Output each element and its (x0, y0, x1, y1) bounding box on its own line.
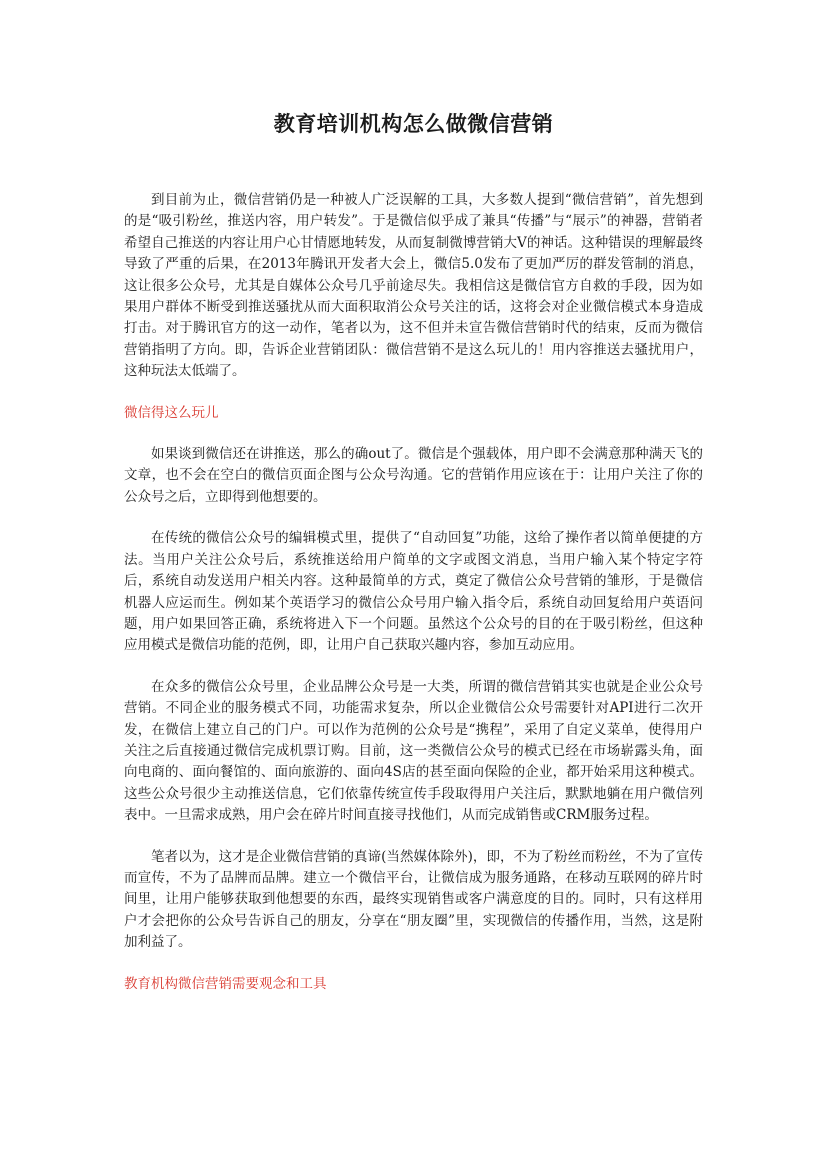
paragraph-essence: 笔者以为，这才是企业微信营销的真谛(当然媒体除外)，即，不为了粉丝而粉丝，不为了宣传而宣传，不为了品牌而品牌。建立一个微信平台，让微信成为服务通路，在移动互联网的碎片时间里，让用户能够获取到他想要的东西，最终实现销售或客户满意度的目的。同时，只有这样用户才会把你的公众号告诉自己的朋友，分享在“朋友圈”里，实现微信的传播作用，当然，这是附加利益了。 (124, 848, 703, 951)
section-heading-wechat-play: 微信得这么玩儿 (124, 404, 219, 421)
document-title: 教育培训机构怎么做微信营销 (273, 111, 554, 136)
section-heading-education: 教育机构微信营销需要观念和工具 (124, 975, 327, 992)
intro-paragraph: 到目前为止，微信营销仍是一种被人广泛误解的工具，大多数人提到“微信营销”，首先想到的是“吸引粉丝，推送内容，用户转发”。于是微信似乎成了兼具“传播”与“展示”的神器，营销者希望自己推送的内容让用户心甘情愿地转发，从而复制微博营销大V的神话。这种错误的理解最终导致了严重的后果，在2013年腾讯开发者大会上，微信5.0发布了更加严厉的群发管制的消息，这让很多公众号，尤其是自媒体公众号几乎前途尽失。我相信这是微信官方自救的手段，因为如果用户群体不断受到推送骚扰从而大面积取消公众号关注的话，这将会对企业微信模式本身造成打击。对于腾讯官方的这一动作，笔者以为，这不但并未宣告微信营销时代的结束，反而为微信营销指明了方向。即，告诉企业营销团队：微信营销不是这么玩儿的！用内容推送去骚扰用户，这种玩法太低端了。 (124, 192, 703, 380)
paragraph-push: 如果谈到微信还在讲推送，那么的确out了。微信是个强载体，用户即不会满意那种满天飞的文章，也不会在空白的微信页面企图与公众号沟通。它的营销作用应该在于：让用户关注了你的公众号之后，立即得到他想要的。 (124, 446, 703, 505)
paragraph-enterprise-accounts: 在众多的微信公众号里，企业品牌公众号是一大类，所谓的微信营销其实也就是企业公众号营销。不同企业的服务模式不同，功能需求复杂，所以企业微信公众号需要针对API进行二次开发，在微信上建立自己的门户。可以作为范例的公众号是“携程”，采用了自定义菜单，使得用户关注之后直接通过微信完成机票订购。目前，这一类微信公众号的模式已经在市场崭露头角，面向电商的、面向餐馆的、面向旅游的、面向4S店的甚至面向保险的企业，都开始采用这种模式。这些公众号很少主动推送信息，它们依靠传统宣传手段取得用户关注后，默默地躺在用户微信列表中。一旦需求成熟，用户会在碎片时间直接寻找他们，从而完成销售或CRM服务过程。 (124, 678, 703, 824)
paragraph-auto-reply: 在传统的微信公众号的编辑模式里，提供了“自动回复”功能，这给了操作者以简单便捷的方法。当用户关注公众号后，系统推送给用户简单的文字或图文消息，当用户输入某个特定字符后，系统自动发送用户相关内容。这种最简单的方式，奠定了微信公众号营销的雏形，于是微信机器人应运而生。例如某个英语学习的微信公众号用户输入指令后，系统自动回复给用户英语问题，用户如果回答正确，系统将进入下一个问题。虽然这个公众号的目的在于吸引粉丝，但这种应用模式是微信功能的范例，即，让用户自己获取兴趣内容，参加互动应用。 (124, 530, 703, 654)
